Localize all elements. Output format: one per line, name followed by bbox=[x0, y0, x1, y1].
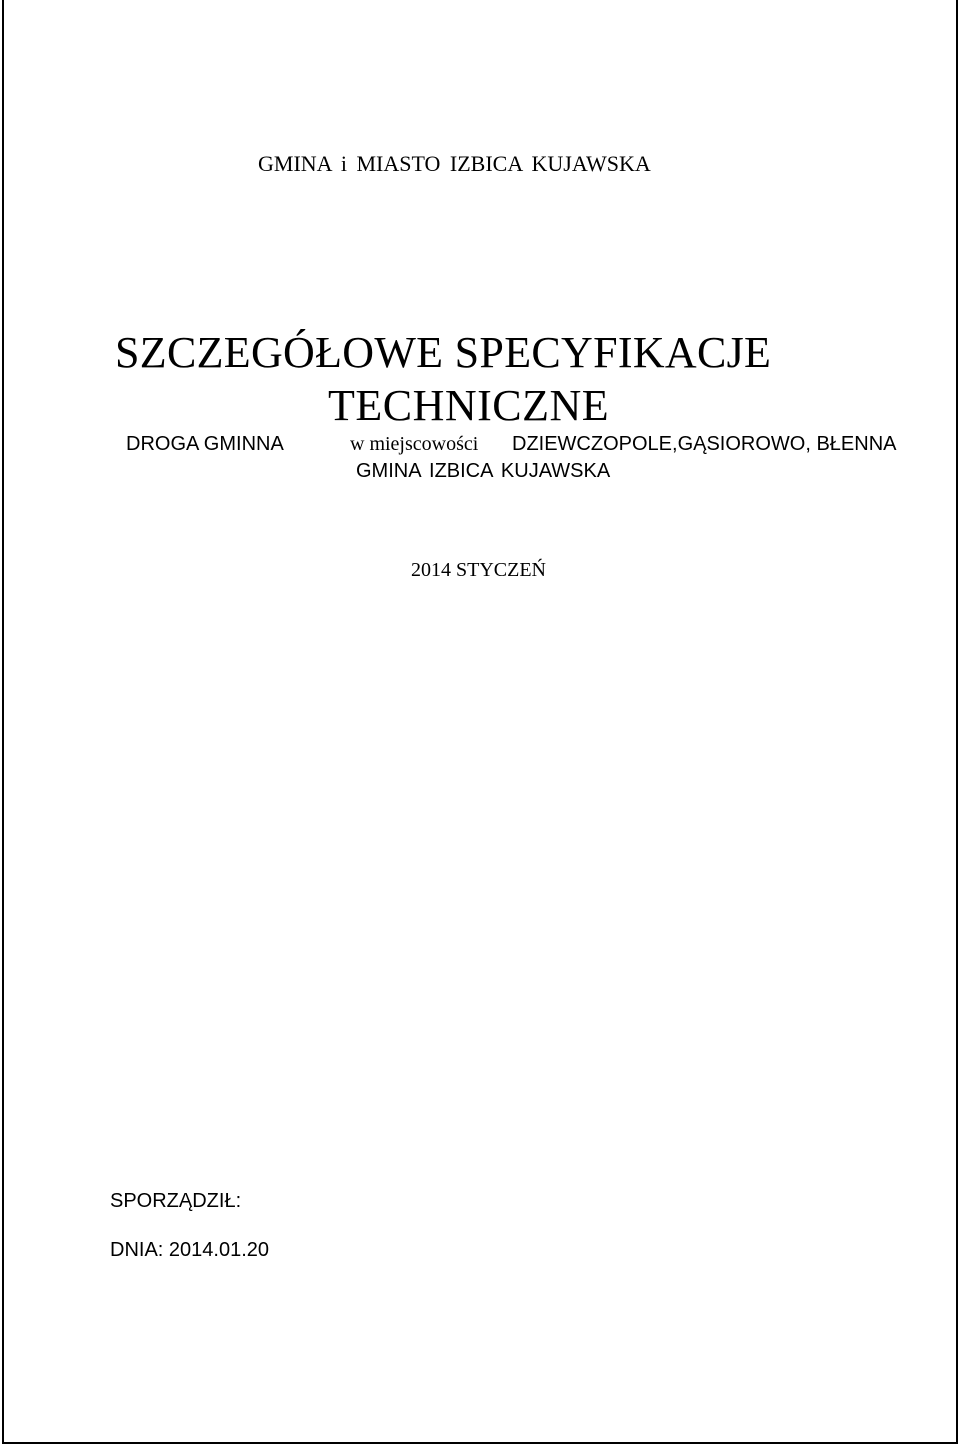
date-stamp: DNIA: 2014.01.20 bbox=[110, 1239, 269, 1261]
gmina-line: GMINA IZBICA KUJAWSKA bbox=[356, 460, 611, 482]
road-type: DROGA GMINNA bbox=[126, 433, 284, 455]
document-title-line-2: TECHNICZNE bbox=[328, 381, 610, 430]
page-frame bbox=[2, 0, 958, 1444]
document-title-line-1: SZCZEGÓŁOWE SPECYFIKACJE bbox=[115, 328, 772, 377]
locality-label: w miejscowości bbox=[350, 433, 479, 455]
org-header: GMINA i MIASTO IZBICA KUJAWSKA bbox=[258, 151, 651, 176]
localities-list: DZIEWCZOPOLE,GĄSIOROWO, BŁENNA bbox=[512, 433, 897, 455]
prepared-by-label: SPORZĄDZIŁ: bbox=[110, 1190, 242, 1212]
issue-date: 2014 STYCZEŃ bbox=[411, 559, 546, 581]
